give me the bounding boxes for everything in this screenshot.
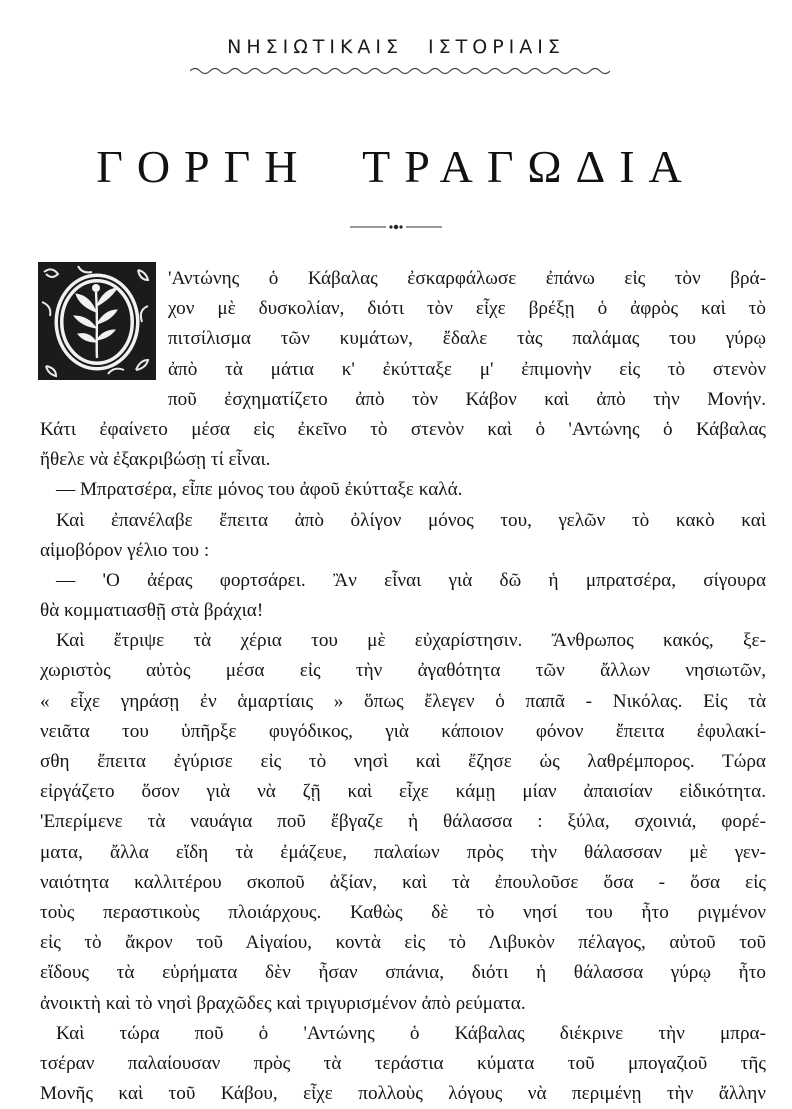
text-line: 'Αντώνης ὁ Κάβαλας ἐσκαρφάλωσε ἐπάνω εἰς τὸν βρά- (168, 268, 766, 289)
text-line: σθη ἔπειτα ἐγύρισε εἰς τὸ νησὶ καὶ ἔζησε ὡς λαθρέμπορος. Τώρα (40, 751, 766, 772)
text-line: θὰ κομματιασθῇ στὰ βράχια! (40, 600, 264, 622)
text-line: ματα, ἄλλα εἴδη τὰ ἐμάζευε, παλαίων πρὸς τὴν θάλασσαν μὲ γεν- (40, 841, 766, 863)
title-divider-ornament (350, 222, 442, 232)
text-line: εἴδους τὰ εὑρήματα δὲν ἦσαν σπάνια, διότι ἡ θάλασσα γύρῳ ἦτο (40, 962, 766, 984)
running-head: ΝΗΣΙΩΤΙΚΑΙΣ ΙΣΤΟΡΙΑΙΣ (227, 36, 565, 58)
text-line: — Μπρατσέρα, εἶπε μόνος του ἀφοῦ ἐκύτταξε καλά. (56, 479, 463, 501)
text-line: ναιότητα καλλιτέρου σκοποῦ ἀξίαν, καὶ τὰ ἐπουλοῦσε ὅσα - ὅσα εἰς (40, 871, 766, 893)
text-line: ἀνοικτὴ καὶ τὸ νησὶ βραχῶδες καὶ τριγυρισμένον ἀπὸ ρεύματα. (40, 992, 526, 1014)
text-line: ἤθελε νὰ ἐξακριβώσῃ τί εἶναι. (40, 449, 271, 471)
text-line: πιτσίλισμα τῶν κυμάτων, ἔδαλε τὰς παλάμας του γύρῳ (168, 328, 766, 350)
text-line: Μονῆς καὶ τοῦ Κάβου, εἶχε πολλοὺς λόγους νὰ περιμένῃ τὴν ἄλλην (40, 1083, 766, 1105)
story-title: ΓΟΡΓΗ ΤΡΑΓΩΔΙΑ (96, 141, 696, 192)
text-line: τοὺς περαστικοὺς πλοιάρχους. Καθὼς δὲ τὸ νησί του ἦτο ριγμένον (40, 901, 766, 923)
text-line: — 'Ο ἀέρας φορτσάρει. Ἂν εἶναι γιὰ δῶ ἡ μπρατσέρα, σίγουρα (56, 569, 766, 591)
text-line: ἀπὸ τὰ μάτια κ' ἐκύτταξε μ' ἐπιμονὴν εἰς τὸ στενὸν (168, 358, 766, 380)
text-line: νειᾶτα του ὑπῆρξε φυγόδικος, γιὰ κάποιον φόνον ἔπειτα ἐφυλακί- (40, 720, 766, 742)
text-line: Καὶ ἐπανέλαβε ἔπειτα ἀπὸ ὀλίγον μόνος του, γελῶν τὸ κακὸ καὶ (56, 509, 766, 531)
text-line: Καὶ τώρα ποῦ ὁ 'Αντώνης ὁ Κάβαλας διέκρινε τὴν μπρα- (56, 1022, 766, 1044)
text-line: τσέραν παλαίουσαν πρὸς τὰ τεράστια κύματα τοῦ μπογαζιοῦ τῆς (40, 1052, 766, 1074)
text-line: « εἶχε γηράσῃ ἐν ἁμαρτίαις » ὅπως ἔλεγεν ὁ παπᾶ - Νικόλας. Εἰς τὰ (40, 690, 766, 712)
text-line: Κάτι ἐφαίνετο μέσα εἰς ἐκεῖνο τὸ στενὸν καὶ ὁ 'Αντώνης ὁ Κάβαλας (40, 418, 766, 440)
text-line: Καὶ ἔτριψε τὰ χέρια του μὲ εὐχαρίστησιν. Ἄνθρωπος κακός, ξε- (56, 630, 766, 652)
text-line: ποῦ ἐσχηματίζετο ἀπὸ τὸν Κάβον καὶ ἀπὸ τὴν Μονήν. (168, 388, 766, 410)
text-line: χωριστὸς αὐτὸς μέσα εἰς τὴν ἀγαθότητα τῶν ἄλλων νησιωτῶν, (40, 660, 766, 682)
text-line: χον μὲ δυσκολίαν, διότι τὸν εἶχε βρέξῃ ὁ ἀφρὸς καὶ τὸ (168, 298, 766, 320)
text-line: 'Επερίμενε τὰ ναυάγια ποῦ ἔβγαζε ἡ θάλασσα : ξύλα, σχοινιά, φορέ- (40, 811, 766, 833)
story-body (40, 264, 766, 1109)
wavy-rule-ornament (190, 66, 610, 76)
text-line: εἰς τὸ ἄκρον τοῦ Αἰγαίου, κοντὰ εἰς τὸ Λιβυκὸν πέλαγος, αὐτοῦ τοῦ (40, 932, 766, 954)
text-line: αἱμοβόρον γέλιο του : (40, 539, 210, 561)
text-line: εἰργάζετο ὅσον γιὰ νὰ ζῇ καὶ εἶχε κάμῃ μίαν ἀπαισίαν εἰδικότητα. (40, 781, 766, 803)
